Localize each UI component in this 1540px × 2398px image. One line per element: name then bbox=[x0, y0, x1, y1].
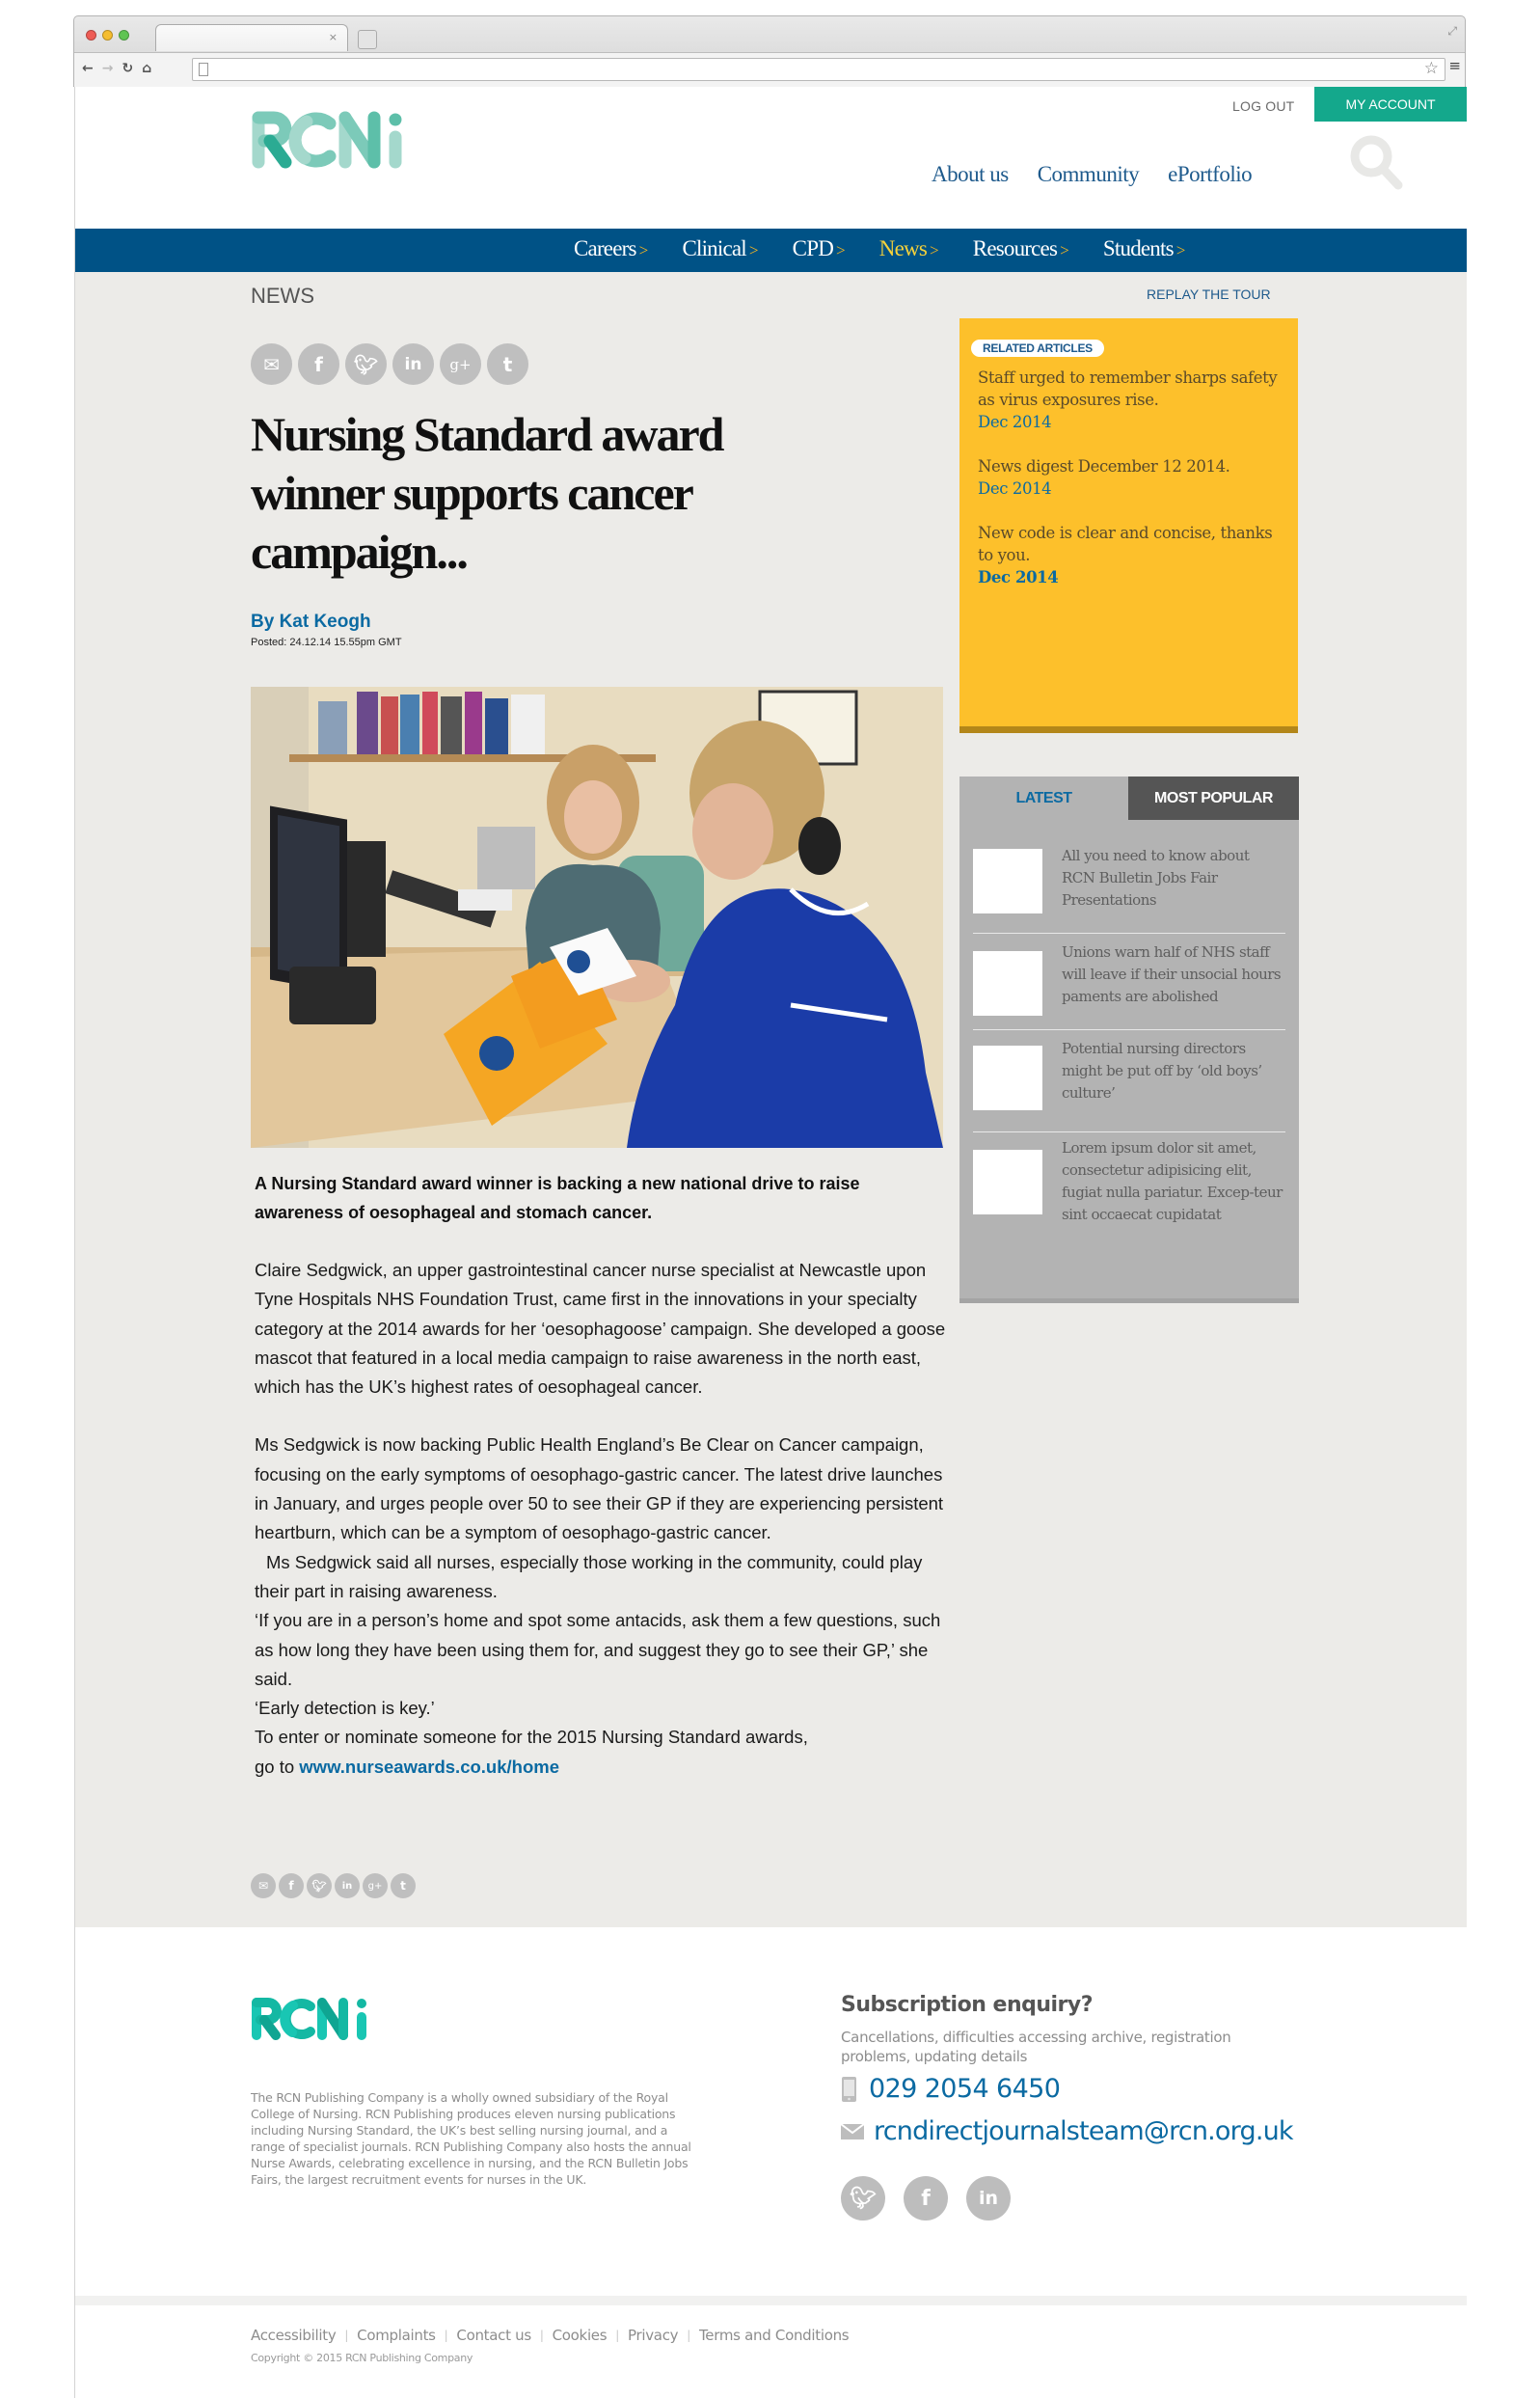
footer-about-text: The RCN Publishing Company is a wholly owned subsidiary of the Royal College of Nursing. RCN Publishing produces eleven nursing publications including Nursing Standard, the UK’s best selling nursing journal, and a range of specialist journals. RCN Publishing Company also hosts the annual Nurse Awards, celebrating excellence in nursing, and the RCN Bulletin Jobs Fairs, the largest recruitment events for nurses in the UK. bbox=[251, 2090, 691, 2187]
related-article-title[interactable]: New code is clear and concise, thanks to you. bbox=[978, 524, 1273, 564]
related-article[interactable] bbox=[978, 522, 1286, 588]
tab-most-popular[interactable]: MOST POPULAR bbox=[1128, 777, 1299, 820]
list-item-title[interactable]: Potential nursing directors might be put off by ‘old boys’ culture’ bbox=[1062, 1040, 1262, 1102]
list-item[interactable] bbox=[973, 849, 1285, 934]
window-controls bbox=[86, 30, 129, 41]
related-article-date: Dec 2014 bbox=[978, 479, 1052, 498]
tab-latest[interactable]: LATEST bbox=[1015, 790, 1072, 806]
facebook-share-icon[interactable]: f bbox=[298, 343, 339, 385]
article-content-area bbox=[75, 272, 1467, 1927]
chevron-right-icon: > bbox=[1175, 241, 1185, 259]
logout-link[interactable]: LOG OUT bbox=[1232, 98, 1295, 114]
google-plus-share-icon[interactable]: g+ bbox=[363, 1873, 388, 1898]
nav-label: News bbox=[878, 236, 927, 260]
article-paragraph: Ms Sedgwick is now backing Public Health England’s Be Clear on Cancer campaign, focusing on the early symptoms of oesophago-gastric cancer. The latest drive launches in January, and urges people over 50 to see their GP if they are experiencing persistent heartburn, which can be a symptom of oesophago-gastric cancer. bbox=[255, 1434, 944, 1543]
article-thumbnail bbox=[973, 951, 1042, 1016]
header-links bbox=[932, 162, 1252, 187]
subscription-title: Subscription enquiry? bbox=[841, 1993, 1094, 2017]
footer-link-cookies[interactable]: Cookies bbox=[552, 2327, 608, 2344]
section-label: NEWS bbox=[251, 284, 314, 308]
share-bar-top bbox=[251, 343, 528, 385]
list-item-title[interactable]: All you need to know about RCN Bulletin Jobs Fair Presentations bbox=[1062, 847, 1250, 909]
main-navigation bbox=[75, 229, 1467, 272]
related-article-title[interactable]: Staff urged to remember sharps safety as virus exposures rise. bbox=[978, 368, 1278, 409]
tumblr-share-icon[interactable]: t bbox=[391, 1873, 416, 1898]
browser-window bbox=[73, 15, 1466, 87]
browser-tab[interactable] bbox=[155, 24, 348, 51]
article-paragraph: Claire Sedgwick, an upper gastrointestinal cancer nurse specialist at Newcastle upon Tyne Hospitals NHS Foundation Trust, came first in the innovations in your specialty category at the 2014 awards for her ‘oesophagoose’ campaign. She developed a goose mascot that featured in a local media campaign to raise awareness in the north east, which has the UK’s highest rates of oesophageal cancer. bbox=[255, 1260, 946, 1398]
reload-icon[interactable]: ↻ bbox=[122, 61, 134, 76]
nav-label: Clinical bbox=[682, 236, 746, 260]
footer-link-accessibility[interactable]: Accessibility bbox=[251, 2327, 337, 2344]
related-article-date: Dec 2014 bbox=[978, 568, 1059, 586]
article-paragraph: To enter or nominate someone for the 2015 Nursing Standard awards, bbox=[255, 1727, 808, 1748]
chevron-right-icon: > bbox=[748, 241, 758, 259]
nav-label: Students bbox=[1102, 236, 1174, 260]
separator: | bbox=[344, 2329, 349, 2342]
email-contact[interactable] bbox=[841, 2116, 1293, 2146]
nav-careers[interactable] bbox=[574, 236, 647, 261]
list-item-title[interactable]: Unions warn half of NHS staff will leave if their unsocial hours paments are abolished bbox=[1062, 943, 1282, 1005]
google-plus-share-icon[interactable]: g+ bbox=[440, 343, 481, 385]
nav-label: Resources bbox=[972, 236, 1058, 260]
footer-link-privacy[interactable]: Privacy bbox=[628, 2327, 679, 2344]
tumblr-share-icon[interactable]: t bbox=[487, 343, 528, 385]
footer-rcni-logo[interactable] bbox=[251, 1997, 370, 2045]
zoom-window-button[interactable] bbox=[119, 30, 129, 41]
link-prefix: go to bbox=[255, 1756, 300, 1777]
article-paragraph: ‘Early detection is key.’ bbox=[255, 1698, 435, 1719]
chevron-right-icon: > bbox=[638, 241, 648, 259]
article-headline: Nursing Standard award winner supports cancer campaign... bbox=[251, 407, 723, 579]
replay-tour-link[interactable]: REPLAY THE TOUR bbox=[1147, 286, 1271, 302]
share-bar-bottom bbox=[251, 1873, 416, 1898]
list-item[interactable] bbox=[973, 1040, 1285, 1132]
my-account-button[interactable]: MY ACCOUNT bbox=[1314, 87, 1467, 122]
related-articles-label: RELATED ARTICLES bbox=[971, 340, 1104, 357]
web-page bbox=[74, 87, 1466, 2398]
new-tab-button[interactable] bbox=[358, 30, 377, 49]
footer-social-links bbox=[841, 2176, 1011, 2221]
nav-label: CPD bbox=[792, 236, 833, 260]
twitter-share-icon[interactable]: 🐦︎ bbox=[307, 1873, 332, 1898]
article-thumbnail bbox=[973, 1150, 1042, 1214]
tab-close-icon[interactable]: × bbox=[328, 31, 338, 43]
linkedin-icon[interactable]: in bbox=[966, 2176, 1011, 2221]
phone-contact[interactable] bbox=[841, 2074, 1060, 2104]
posted-timestamp: Posted: 24.12.14 15.55pm GMT bbox=[251, 637, 402, 648]
phone-number[interactable]: 029 2054 6450 bbox=[869, 2074, 1061, 2104]
about-us-link[interactable]: About us bbox=[932, 162, 1009, 186]
article-paragraph: Ms Sedgwick said all nurses, especially those working in the community, could play their part in raising awareness. bbox=[255, 1551, 923, 1601]
related-article-title[interactable]: News digest December 12 2014. bbox=[978, 457, 1230, 476]
separator: | bbox=[687, 2329, 690, 2342]
search-icon[interactable] bbox=[1348, 133, 1406, 197]
back-icon[interactable]: ← bbox=[82, 61, 94, 76]
minimize-window-button[interactable] bbox=[102, 30, 113, 41]
article-photo bbox=[251, 687, 943, 1148]
footer-link-contact-us[interactable]: Contact us bbox=[456, 2327, 531, 2344]
nav-news[interactable] bbox=[879, 236, 938, 261]
article-thumbnail bbox=[973, 1046, 1042, 1110]
community-link[interactable]: Community bbox=[1037, 162, 1140, 186]
related-article-date: Dec 2014 bbox=[978, 413, 1052, 431]
address-bar[interactable] bbox=[192, 58, 1445, 81]
related-article[interactable] bbox=[978, 367, 1286, 433]
bookmark-star-icon[interactable]: ☆ bbox=[1423, 59, 1439, 78]
separator: | bbox=[444, 2329, 448, 2342]
nav-label: Careers bbox=[574, 236, 636, 260]
forward-icon[interactable]: → bbox=[101, 61, 114, 76]
linkedin-share-icon[interactable]: in bbox=[392, 343, 434, 385]
copyright-text: Copyright © 2015 RCN Publishing Company bbox=[251, 2352, 473, 2364]
browser-menu-icon[interactable]: ≡ bbox=[1448, 57, 1461, 74]
article-paragraph: ‘If you are in a person’s home and spot some antacids, ask them a few questions, such as how long they have been using them for, and suggest they go to see their GP,’ she said. bbox=[255, 1610, 941, 1689]
nav-cpd[interactable] bbox=[793, 236, 845, 261]
separator: | bbox=[615, 2329, 620, 2342]
site-footer bbox=[75, 1927, 1467, 2398]
list-item-title[interactable]: Lorem ipsum dolor sit amet, consectetur adipisicing elit, fugiat nulla pariatur. Excep-teur sint occaecat cupidatat bbox=[1062, 1139, 1283, 1223]
facebook-icon[interactable]: f bbox=[904, 2176, 948, 2221]
footer-link-terms[interactable]: Terms and Conditions bbox=[698, 2327, 850, 2344]
email-share-icon[interactable]: ✉ bbox=[251, 1873, 276, 1898]
list-item[interactable] bbox=[973, 1139, 1285, 1244]
chevron-right-icon: > bbox=[836, 241, 845, 259]
author-byline[interactable]: By Kat Keogh bbox=[251, 612, 371, 632]
envelope-icon bbox=[841, 2124, 864, 2139]
linkedin-share-icon[interactable]: in bbox=[335, 1873, 360, 1898]
fullscreen-icon[interactable]: ⤢ bbox=[1447, 24, 1457, 38]
phone-icon bbox=[841, 2076, 857, 2103]
footer-divider bbox=[75, 2296, 1467, 2305]
related-article[interactable] bbox=[978, 455, 1286, 500]
article-link-line bbox=[255, 1753, 949, 1782]
page-icon bbox=[199, 63, 208, 76]
facebook-share-icon[interactable]: f bbox=[279, 1873, 304, 1898]
related-articles-panel bbox=[959, 318, 1298, 733]
twitter-share-icon[interactable]: 🐦︎ bbox=[345, 343, 387, 385]
footer-links bbox=[251, 2327, 849, 2344]
article-standfirst: A Nursing Standard award winner is backing a new national drive to raise awareness of oesophageal and stomach cancer. bbox=[255, 1174, 860, 1222]
nav-students[interactable] bbox=[1103, 236, 1185, 261]
separator: | bbox=[539, 2329, 544, 2342]
eportfolio-link[interactable]: ePortfolio bbox=[1168, 162, 1253, 186]
nav-resources[interactable] bbox=[973, 236, 1068, 261]
twitter-icon[interactable]: 🐦︎ bbox=[841, 2176, 885, 2221]
chevron-right-icon: > bbox=[1060, 241, 1068, 259]
chevron-right-icon: > bbox=[929, 241, 938, 259]
browser-toolbar bbox=[74, 52, 1465, 87]
nav-clinical[interactable] bbox=[682, 236, 757, 261]
latest-popular-panel bbox=[959, 777, 1299, 1303]
article-body bbox=[255, 1256, 949, 1782]
home-icon[interactable]: ⌂ bbox=[142, 61, 152, 76]
close-window-button[interactable] bbox=[86, 30, 96, 41]
rcni-logo[interactable] bbox=[251, 110, 407, 174]
list-item[interactable] bbox=[973, 943, 1285, 1030]
article-thumbnail bbox=[973, 849, 1042, 913]
nurseawards-link[interactable]: www.nurseawards.co.uk/home bbox=[299, 1756, 559, 1777]
subscription-description: Cancellations, difficulties accessing archive, registration problems, updating details bbox=[841, 2029, 1231, 2065]
footer-link-complaints[interactable]: Complaints bbox=[357, 2327, 436, 2344]
email-share-icon[interactable]: ✉ bbox=[251, 343, 292, 385]
email-address[interactable]: rcndirectjournalsteam@rcn.org.uk bbox=[874, 2116, 1293, 2146]
